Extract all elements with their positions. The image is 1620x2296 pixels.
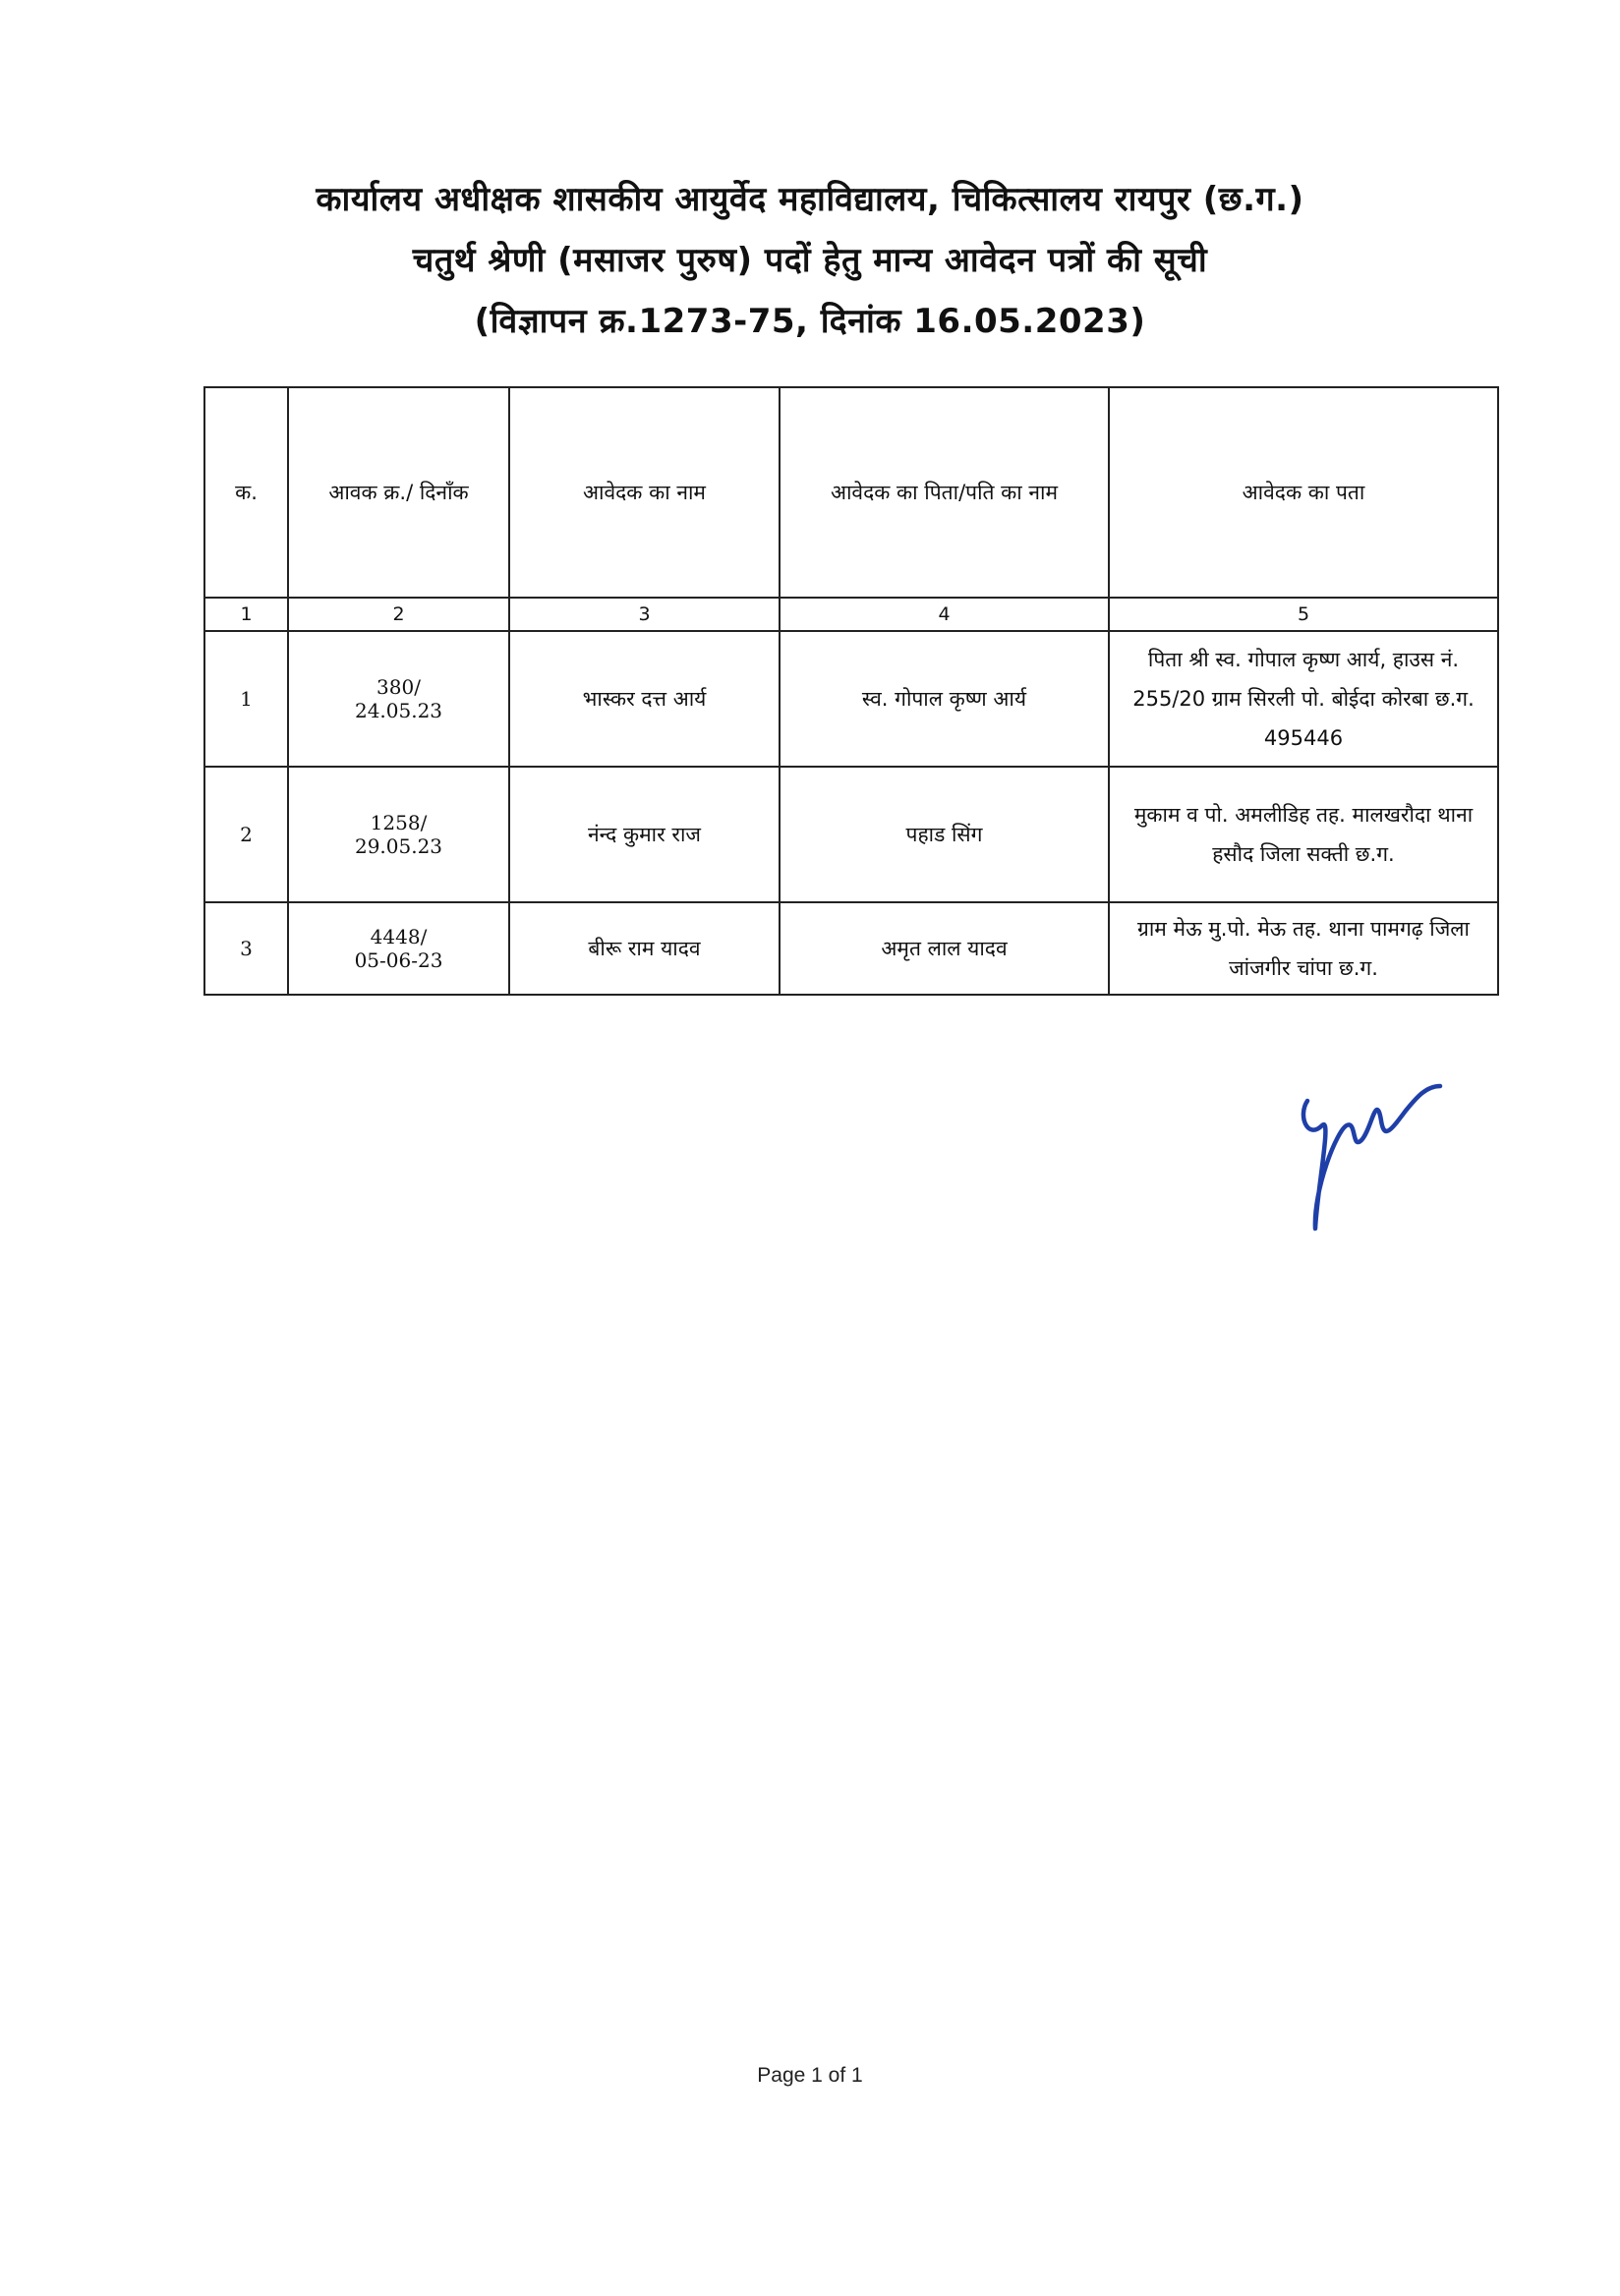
header-advertisement-ref: (विज्ञापन क्र.1273-75, दिनांक 16.05.2023) xyxy=(474,302,1146,341)
name-cell: भास्कर दत्त आर्य xyxy=(509,631,780,767)
column-header-father: आवेदक का पिता/पति का नाम xyxy=(780,387,1109,598)
column-number: 2 xyxy=(288,598,509,631)
ref-cell xyxy=(288,902,509,995)
applications-table xyxy=(203,386,1499,996)
column-header-serial: क. xyxy=(204,387,288,598)
serial-cell: 3 xyxy=(204,902,288,995)
serial-cell: 2 xyxy=(204,767,288,902)
table-header-row xyxy=(204,387,1498,598)
address-cell: ग्राम मेऊ मु.पो. मेऊ तह. थाना पामगढ़ जिला जांजगीर चांपा छ.ग. xyxy=(1109,902,1498,995)
ref-number: 380/ xyxy=(376,675,421,699)
column-header-address: आवेदक का पता xyxy=(1109,387,1498,598)
ref-cell xyxy=(288,631,509,767)
name-cell: बीरू राम यादव xyxy=(509,902,780,995)
serial-cell: 1 xyxy=(204,631,288,767)
page-footer: Page 1 of 1 xyxy=(757,2064,863,2087)
father-cell: पहाड सिंग xyxy=(780,767,1109,902)
address-cell: मुकाम व पो. अमलीडिह तह. मालखरौदा थाना हसौद जिला सक्ती छ.ग. xyxy=(1109,767,1498,902)
name-cell: नंन्द कुमार राज xyxy=(509,767,780,902)
signature-icon xyxy=(1278,1071,1455,1238)
table-row xyxy=(204,631,1498,767)
ref-date: 24.05.23 xyxy=(354,699,443,722)
table-column-number-row xyxy=(204,598,1498,631)
father-cell: स्व. गोपाल कृष्ण आर्य xyxy=(780,631,1109,767)
header-list-title: चतुर्थ श्रेणी (मसाजर पुरुष) पदों हेतु मान्य आवेदन पत्रों की सूची xyxy=(412,241,1208,280)
column-number: 1 xyxy=(204,598,288,631)
column-header-name: आवेदक का नाम xyxy=(509,387,780,598)
document-header xyxy=(0,169,1620,352)
address-cell: पिता श्री स्व. गोपाल कृष्ण आर्य, हाउस नं. 255/20 ग्राम सिरली पो. बोईदा कोरबा छ.ग. 495446 xyxy=(1109,631,1498,767)
ref-date: 05-06-23 xyxy=(354,948,443,972)
column-header-ref: आवक क्र./ दिनाँक xyxy=(288,387,509,598)
table-row xyxy=(204,902,1498,995)
ref-cell xyxy=(288,767,509,902)
column-number: 4 xyxy=(780,598,1109,631)
father-cell: अमृत लाल यादव xyxy=(780,902,1109,995)
column-number: 3 xyxy=(509,598,780,631)
table-row xyxy=(204,767,1498,902)
ref-date: 29.05.23 xyxy=(354,834,443,858)
column-number: 5 xyxy=(1109,598,1498,631)
ref-number: 4448/ xyxy=(370,925,428,948)
header-office-title: कार्यालय अधीक्षक शासकीय आयुर्वेद महाविद्यालय, चिकित्सालय रायपुर (छ.ग.) xyxy=(316,180,1304,219)
ref-number: 1258/ xyxy=(370,811,428,834)
